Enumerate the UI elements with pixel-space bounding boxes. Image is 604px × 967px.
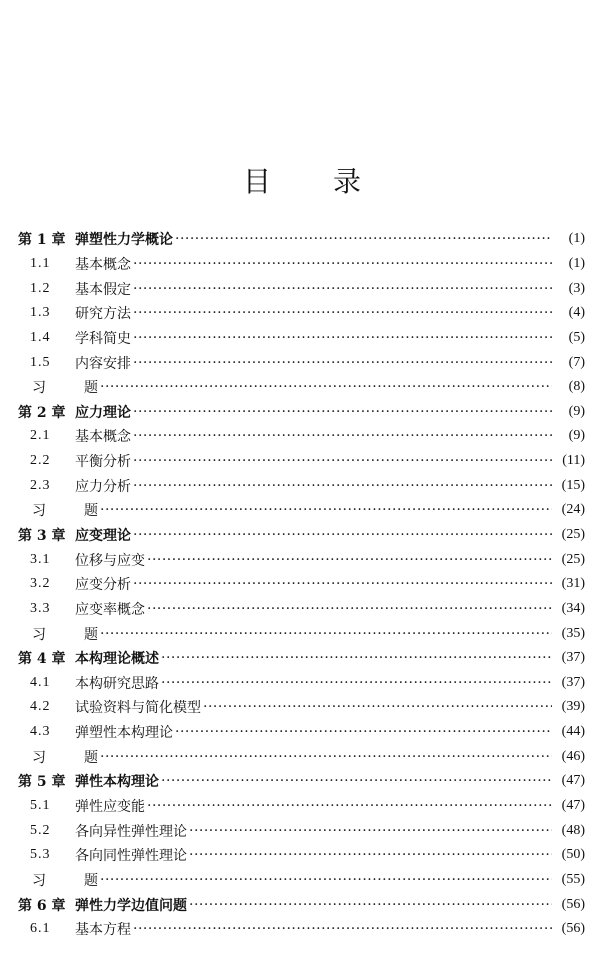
toc-entry-number: 习 — [32, 380, 46, 397]
toc-section-row[interactable] — [18, 695, 585, 720]
toc-entry-title: 题 — [84, 503, 98, 520]
toc-dot-leader — [133, 527, 552, 543]
toc-page-number: (34) — [561, 600, 585, 616]
toc-page-number: (48) — [561, 822, 585, 838]
toc-page-number: (47) — [561, 798, 585, 814]
toc-entry-title: 内容安排 — [75, 355, 131, 372]
toc-dot-leader — [161, 773, 552, 789]
toc-dot-leader — [100, 502, 552, 518]
toc-dot-leader — [100, 872, 552, 888]
toc-page-number: (1) — [568, 255, 585, 271]
toc-section-row[interactable] — [18, 326, 585, 351]
toc-dot-leader — [133, 305, 552, 321]
toc-chapter-row[interactable] — [18, 646, 585, 671]
toc-dot-leader — [133, 921, 552, 937]
page-title-char-2: 录 — [333, 165, 362, 198]
toc-entry-title: 试验资料与简化模型 — [75, 700, 201, 717]
toc-page-number: (5) — [568, 329, 585, 345]
toc-page-number: (3) — [568, 280, 585, 296]
toc-section-row[interactable] — [18, 843, 585, 868]
toc-entry-title: 应变率概念 — [75, 601, 145, 618]
toc-dot-leader — [189, 823, 552, 839]
toc-entry-number: 习 — [32, 626, 46, 643]
toc-section-row[interactable] — [18, 720, 585, 745]
toc-dot-leader — [100, 749, 552, 765]
toc-entry-title: 题 — [84, 626, 98, 643]
toc-entry-title: 各向同性弹性理论 — [75, 848, 187, 865]
toc-section-row[interactable] — [18, 917, 585, 942]
toc-entry-title: 题 — [84, 380, 98, 397]
toc-entry-number: 3.3 — [30, 600, 51, 616]
toc-dot-leader — [133, 404, 552, 420]
toc-entry-title: 弹塑性本构理论 — [75, 725, 173, 742]
toc-entry-title: 弹塑性力学概论 — [75, 232, 173, 249]
toc-dot-leader — [147, 552, 552, 568]
toc-entry-title: 基本假定 — [75, 281, 131, 298]
toc-entry-number: 习 — [32, 872, 46, 889]
toc-exercise-row[interactable] — [18, 375, 585, 400]
toc-chapter-row[interactable] — [18, 769, 585, 794]
toc-entry-title: 应力分析 — [75, 478, 131, 495]
toc-dot-leader — [100, 626, 552, 642]
toc-entry-number: 第 3 章 — [18, 528, 66, 544]
toc-page-number: (50) — [561, 847, 585, 863]
toc-section-row[interactable] — [18, 572, 585, 597]
toc-dot-leader — [100, 379, 552, 395]
toc-page-number: (31) — [561, 576, 585, 592]
toc-dot-leader — [175, 724, 552, 740]
toc-page-number: (37) — [561, 674, 585, 690]
toc-dot-leader — [203, 699, 552, 715]
toc-page-number: (24) — [561, 502, 585, 518]
toc-entry-title: 题 — [84, 749, 98, 766]
toc-dot-leader — [147, 798, 552, 814]
toc-page-number: (1) — [568, 231, 585, 247]
toc-entry-number: 第 4 章 — [18, 651, 66, 668]
toc-page-number: (11) — [562, 453, 585, 469]
toc-entry-number: 5.2 — [30, 822, 51, 838]
toc-entry-title: 弹性应变能 — [75, 799, 145, 816]
toc-section-row[interactable] — [18, 252, 585, 277]
toc-entry-title: 各向异性弹性理论 — [75, 823, 187, 840]
toc-entry-title: 弹性力学边值问题 — [75, 897, 187, 914]
toc-chapter-row[interactable] — [18, 892, 585, 917]
toc-section-row[interactable] — [18, 350, 585, 375]
toc-entry-number: 2.1 — [30, 428, 51, 444]
toc-dot-leader — [133, 576, 552, 592]
toc-dot-leader — [133, 428, 552, 444]
toc-page-number: (56) — [561, 896, 585, 912]
page-title — [0, 160, 604, 200]
toc-dot-leader — [161, 650, 552, 666]
toc-dot-leader — [147, 601, 552, 617]
toc-entry-title: 应变理论 — [75, 528, 131, 544]
toc-section-row[interactable] — [18, 473, 585, 498]
toc-dot-leader — [133, 281, 552, 297]
toc-exercise-row[interactable] — [18, 868, 585, 893]
toc-section-row[interactable] — [18, 449, 585, 474]
toc-section-row[interactable] — [18, 597, 585, 622]
toc-entry-title: 应变分析 — [75, 577, 131, 594]
toc-exercise-row[interactable] — [18, 621, 585, 646]
toc-exercise-row[interactable] — [18, 744, 585, 769]
page-title-char-1: 目 — [242, 165, 271, 198]
toc-section-row[interactable] — [18, 276, 585, 301]
toc-entry-number: 习 — [32, 749, 46, 766]
toc-entry-number: 6.1 — [30, 921, 51, 937]
toc-chapter-row[interactable] — [18, 399, 585, 424]
toc-entry-title: 基本概念 — [75, 429, 131, 446]
toc-page-number: (39) — [561, 699, 585, 715]
toc-dot-leader — [161, 675, 552, 691]
toc-page-number: (56) — [561, 921, 585, 937]
toc-entry-number: 4.2 — [30, 699, 51, 715]
toc-chapter-row[interactable] — [18, 227, 585, 252]
toc-page-number: (15) — [561, 477, 585, 493]
toc-page-number: (37) — [561, 650, 585, 666]
toc-section-row[interactable] — [18, 301, 585, 326]
table-of-contents — [18, 227, 585, 942]
toc-chapter-row[interactable] — [18, 523, 585, 548]
toc-entry-number: 第 6 章 — [18, 897, 66, 914]
toc-page-number: (35) — [561, 625, 585, 641]
toc-entry-number: 1.4 — [30, 329, 51, 345]
toc-page-number: (8) — [568, 379, 585, 395]
toc-page-number: (25) — [561, 527, 585, 542]
toc-page-number: (47) — [561, 773, 585, 789]
toc-dot-leader — [133, 355, 552, 371]
toc-page-number: (46) — [561, 748, 585, 764]
toc-entry-title: 题 — [84, 872, 98, 889]
toc-entry-number: 5.1 — [30, 798, 51, 814]
toc-entry-title: 研究方法 — [75, 306, 131, 323]
toc-exercise-row[interactable] — [18, 498, 585, 523]
toc-section-row[interactable] — [18, 794, 585, 819]
toc-page-number: (25) — [561, 551, 585, 567]
toc-entry-number: 习 — [32, 503, 46, 520]
toc-entry-number: 3.1 — [30, 551, 51, 567]
toc-section-row[interactable] — [18, 818, 585, 843]
toc-entry-number: 3.2 — [30, 576, 51, 592]
toc-entry-title: 本构研究思路 — [75, 675, 159, 692]
toc-page-number: (55) — [561, 871, 585, 887]
toc-section-row[interactable] — [18, 424, 585, 449]
toc-dot-leader — [175, 231, 552, 247]
toc-entry-title: 基本方程 — [75, 922, 131, 939]
toc-dot-leader — [133, 330, 552, 346]
toc-dot-leader — [189, 897, 552, 913]
toc-entry-title: 弹性本构理论 — [75, 774, 159, 791]
toc-entry-number: 2.3 — [30, 477, 51, 493]
toc-entry-number: 第 2 章 — [18, 404, 66, 421]
toc-dot-leader — [133, 478, 552, 494]
toc-dot-leader — [189, 847, 552, 863]
toc-entry-number: 1.2 — [30, 280, 51, 296]
toc-entry-title: 本构理论概述 — [75, 651, 159, 668]
toc-entry-number: 4.3 — [30, 724, 51, 740]
toc-page-number: (7) — [568, 354, 585, 370]
toc-page-number: (9) — [568, 428, 585, 444]
toc-entry-number: 2.2 — [30, 453, 51, 469]
toc-entry-number: 1.3 — [30, 305, 51, 321]
toc-dot-leader — [133, 453, 552, 469]
toc-entry-number: 5.3 — [30, 847, 51, 863]
toc-entry-number: 1.5 — [30, 354, 51, 370]
toc-entry-number: 1.1 — [30, 255, 51, 271]
toc-entry-title: 位移与应变 — [75, 552, 145, 569]
toc-section-row[interactable] — [18, 547, 585, 572]
toc-page-number: (4) — [568, 305, 585, 321]
toc-entry-number: 第 1 章 — [18, 232, 66, 249]
toc-dot-leader — [133, 256, 552, 272]
toc-entry-title: 基本概念 — [75, 256, 131, 273]
toc-entry-number: 第 5 章 — [18, 774, 66, 791]
toc-page-number: (44) — [561, 724, 585, 740]
toc-page-number: (9) — [568, 403, 585, 419]
toc-entry-title: 平衡分析 — [75, 454, 131, 471]
toc-section-row[interactable] — [18, 671, 585, 696]
toc-entry-number: 4.1 — [30, 674, 51, 690]
toc-entry-title: 学科简史 — [75, 330, 131, 347]
toc-entry-title: 应力理论 — [75, 404, 131, 421]
